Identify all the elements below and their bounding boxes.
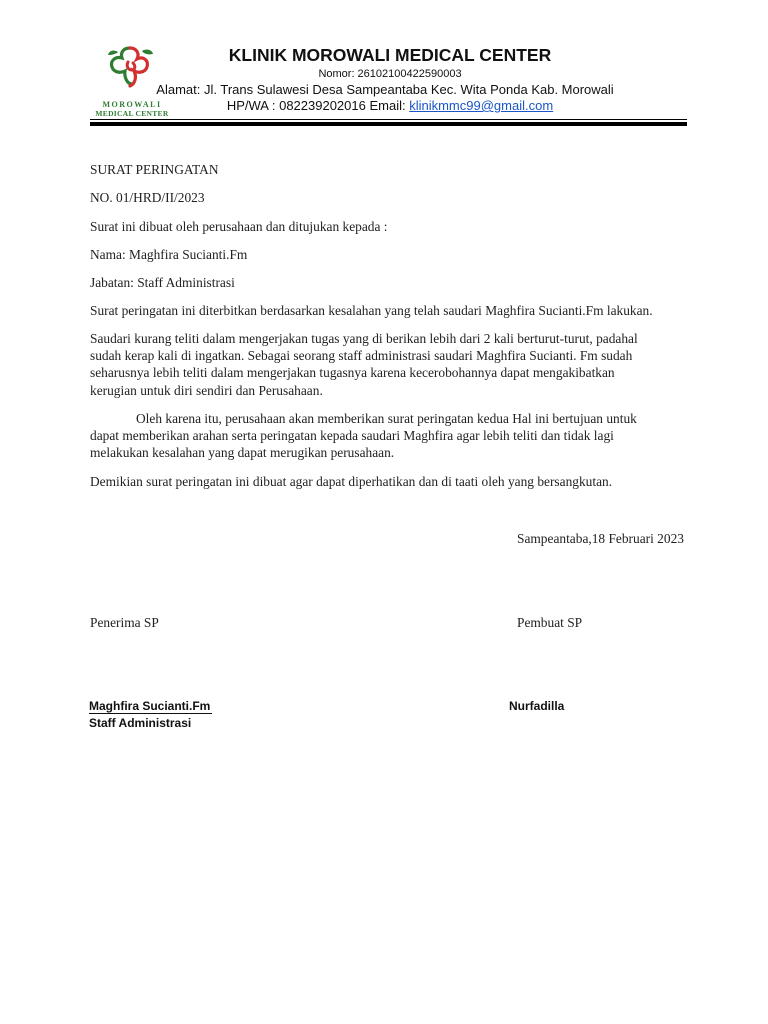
header-divider-thin	[90, 119, 687, 120]
letter-number: NO. 01/HRD/II/2023	[90, 190, 205, 205]
clinic-registration-number: Nomor: 26102100422590003	[318, 68, 462, 80]
logo-text-line-2: MEDICAL CENTER	[95, 109, 169, 118]
receiver-signature-name: Maghfira Sucianti.Fm	[89, 699, 211, 713]
paragraph-3-line: Oleh karena itu, perusahaan akan memberikan surat peringatan kedua Hal ini bertujuan untuk	[136, 411, 637, 426]
paragraph-3-line: melakukan kesalahan yang dapat merugikan perusahaan.	[90, 445, 395, 461]
letter-intro: Surat ini dibuat oleh perusahaan dan ditujukan kepada :	[90, 219, 388, 234]
maker-label: Pembuat SP	[517, 615, 583, 630]
logo-text-line-1: MOROWALI	[102, 100, 162, 109]
receiver-label: Penerima SP	[90, 615, 159, 630]
paragraph-3	[90, 410, 680, 462]
paragraph-1: Surat peringatan ini diterbitkan berdasarkan kesalahan yang telah saudari Maghfira Sucianti.Fm lakukan.	[90, 303, 653, 318]
recipient-name: Nama: Maghfira Sucianti.Fm	[90, 247, 248, 262]
paragraph-4: Demikian surat peringatan ini dibuat agar dapat diperhatikan dan di taati oleh yang bersangkutan.	[90, 474, 613, 489]
receiver-signature-title: Staff Administrasi	[89, 716, 192, 730]
paragraph-2	[90, 330, 680, 399]
clinic-contact	[160, 98, 620, 113]
letter-title: SURAT PERINGATAN	[90, 162, 219, 177]
recipient-position: Jabatan: Staff Administrasi	[90, 275, 235, 290]
clinic-name: KLINIK MOROWALI MEDICAL CENTER	[228, 45, 552, 65]
paragraph-2-line: Saudari kurang teliti dalam mengerjakan tugas yang di berikan lebih dari 2 kali berturut-turut, padahal	[90, 331, 638, 346]
clinic-email-link[interactable]: klinikmmc99@gmail.com	[409, 98, 554, 113]
maker-signature-name: Nurfadilla	[509, 699, 565, 713]
paragraph-2-line: sudah kerap kali di ingatkan. Sebagai seorang staff administrasi saudari Maghfira Sucianti. Fm sudah	[90, 348, 633, 364]
paragraph-2-line: seharusnya lebih teliti dalam mengerjakan tugasnya karena kecerobohannya dapat mengakibatkan	[90, 365, 615, 381]
header-divider-thick	[90, 122, 687, 126]
clinic-address: Alamat: Jl. Trans Sulawesi Desa Sampeantaba Kec. Wita Ponda Kab. Morowali	[156, 82, 614, 97]
place-and-date: Sampeantaba,18 Februari 2023	[517, 531, 684, 546]
paragraph-3-line: dapat memberikan arahan serta peringatan kepada saudari Maghfira agar lebih teliti dan tidak lagi	[90, 428, 614, 444]
clinic-phone: HP/WA : 082239202016 Email:	[226, 98, 410, 113]
paragraph-2-line: kerugian untuk diri sendiri dan Perusahaan.	[90, 382, 323, 398]
